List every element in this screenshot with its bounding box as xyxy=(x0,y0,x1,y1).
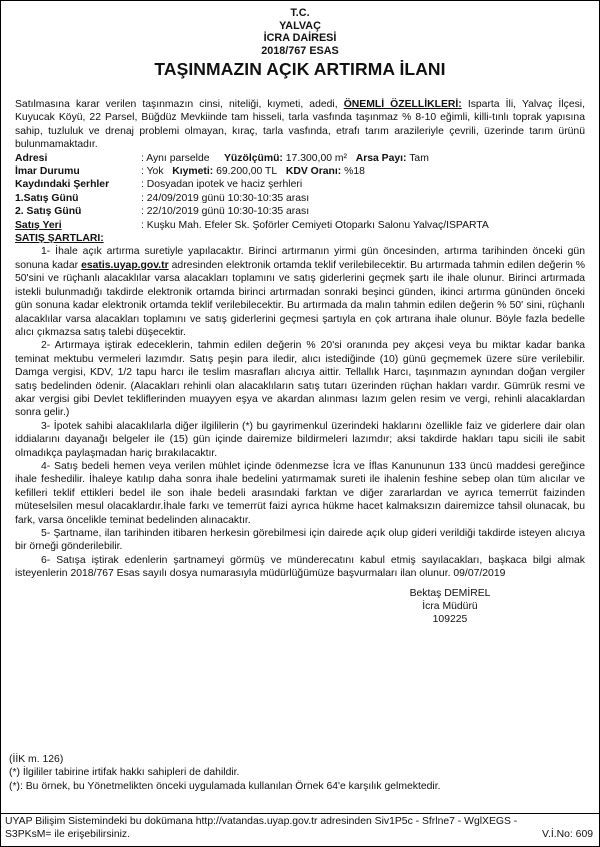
condition-2: 2- Artırmaya iştirak edeceklerin, tahmin edilen değerin % 20'si oranında pey akçesi veya bu miktar kadar banka teminat mektubu vermeleri lazımdır. Satış peşin para iledir, alıcı istediğinde (10) günü geçmemek üzere süre verilebilir. Damga vergisi, KDV, 1/2 tapu harcı ile teslim masrafları alıcıya aittir. Tellallık Harcı, taşınmazın aynından doğan vergiler satış bedelinden ödenir. (Alacakları rehinli olan alacaklıların satış tutarı üzerinden rüçhan hakları vardır. Gümrük resmi ve akar vergisi gibi Devlet tekliflerinden muayyen eşya ve akardan alınması lazım gelen resim ve vergi, rehinli alacaklardan sonra gelir.) xyxy=(15,340,585,419)
detail-label-imar: İmar Durumu xyxy=(15,166,80,178)
footer-text: UYAP Bilişim Sistemindeki bu dokümana http://vatandas.uyap.gov.tr adresinden Siv1P5c - Sfrlne7 - WglXEGS - S3PKsM= ile erişebilirsiniz. xyxy=(5,816,518,840)
detail-value-yer: : Kuşku Mah. Efeler Sk. Şoförler Cemiyeti Otoparkı Salonu Yalvaç/ISPARTA xyxy=(141,219,489,231)
signature-name: Bektaş DEMİREL xyxy=(409,587,491,599)
imar-value: : Yok xyxy=(141,166,164,178)
condition-1-text-b: adresinden elektronik ortamda teklif verilebilecektir. Bu artırmada tahmin edilen değerin % 50'sini ve rüçhanlı alacaklılar varsa alacakları toplamını ve satış giderlerini geçmek şartı ile ihale olunur. Birinci artırmada istekli bulunmadığı takdirde elektronik ortamda birinci artırmadan sonraki beşinci günden, ikinci artırma gününden önceki gün sonuna kadar elektronik ortamda teklif verilebilecektir. Bu artırmada da malın tahmin edilen değerin % 50' sini, rüçhanlı alacaklılar varsa alacakları toplamını ve satış giderlerini geçmesi şartıyla en çok artırana ihale olunur. Böyle fazla bedelle alıcı çıkmazsa satış talebi düşecektir. xyxy=(15,259,586,338)
detail-value-satis1: : 24/09/2019 günü 10:30-10:35 arası xyxy=(141,192,310,204)
footer xyxy=(5,815,595,841)
notice-title: TAŞINMAZIN AÇIK ARTIRMA İLANI xyxy=(154,59,446,80)
detail-row-yer xyxy=(15,219,585,232)
signature-number: 109225 xyxy=(432,614,468,626)
condition-3: 3- İpotek sahibi alacaklılarla diğer ilgililerin (*) bu gayrimenkul üzerindeki haklarını özellikle faiz ve giderlere dair olan iddialarını dayanağı belgeler ile (15) gün içinde dairemize bildirmeleri lazımdır; aksi takdirde hakları tapu sicili ile sabit olmadıkça paylaşmadan hariç bırakılacaktır. xyxy=(15,420,585,459)
arsa-payi-label: Arsa Payı: xyxy=(355,152,407,164)
conditions-heading: SATIŞ ŞARTLARI: xyxy=(15,233,104,245)
condition-1 xyxy=(15,245,585,339)
kdv-label: KDV Oranı: xyxy=(285,166,342,178)
detail-value-kaydi: : Dosyadan ipotek ve haciz şerhleri xyxy=(141,179,303,191)
detail-label-satis2: 2. Satış Günü xyxy=(15,206,82,218)
detail-label-yer: Satış Yeri xyxy=(15,219,62,231)
header-line-tc: T.C. xyxy=(290,7,310,19)
header-line-yalvac: YALVAÇ xyxy=(279,19,321,32)
detail-row-imar xyxy=(15,165,585,178)
detail-row-adres xyxy=(15,152,585,165)
detail-row-kaydi xyxy=(15,178,585,191)
note-2: (*): Bu örnek, bu Yönetmelikten önceki uygulamada kullanılan Örnek 64'e karşılık gelmektedir. xyxy=(9,780,441,792)
detail-label-kaydi: Kaydındaki Şerhler xyxy=(15,179,110,191)
notice-header xyxy=(1,7,599,57)
detail-row-satis1 xyxy=(15,192,585,205)
kiymeti-value: 69.200,00 TL xyxy=(213,166,278,178)
condition-4: 4- Satış bedeli hemen veya verilen mühlet içinde ödenmezse İcra ve İflas Kanununun 133 üncü maddesi gereğince ihale feshedilir. İhaleye katılıp daha sonra ihale bedelini yatırmamak sureti ile ihalenin feshine sebep olan tüm alıcılar ve kefilleri teklif ettikleri bedel ile son ihale bedeli arasındaki farktan ve diğer zararlardan ve ayrıca temerrüt faizinden müteselsilen mesul olacaklardır.İhale farkı ve temerrüt faizi ayrıca hükme hacet kalmaksızın dairemizce tahsil olunacak, bu fark, varsa öncelikle teminat bedelinden alınacaktır. xyxy=(15,460,585,526)
intro-text-a: Satılmasına karar verilen taşınmazın cinsi, niteliği, kıymeti, adedi, xyxy=(15,99,344,110)
condition-1-text-a: 1- İhale açık artırma suretiyle yapılacaktır. Birinci artırmanın yirmi gün öncesinden, artırma tarihinden önceki gün sonuna kadar xyxy=(15,246,585,271)
detail-value-imar xyxy=(141,165,585,178)
esatis-link[interactable]: esatis.uyap.gov.tr xyxy=(81,259,169,271)
signature-block xyxy=(375,587,525,627)
intro-emphasis: ÖNEMLİ ÖZELLİKLERİ: xyxy=(343,99,462,110)
condition-5: 5- Şartname, ilan tarihinden itibaren herkesin görebilmesi için dairede açık olup gideri verildiği takdirde isteyen alıcıya bir örneği gönderilebilir. xyxy=(15,528,585,553)
header-line-icra: İCRA DAİRESİ xyxy=(263,32,337,45)
detail-row-satis2 xyxy=(15,205,585,218)
adres-value: : Aynı parselde xyxy=(141,152,210,164)
yuzolcumu-label: Yüzölçümü: xyxy=(224,152,283,164)
note-1: (*) İlgililer tabirine irtifak hakkı sahipleri de dahildir. xyxy=(9,767,240,779)
intro-text-b: Isparta İli, Yalvaç İlçesi, Kuyucak Köyü, 22 Parsel, Büğdüz Mevkiinde tam hisseli, tarla vasfında taşınmaz % 8-10 eğimli, killi-tınlı toprak yapısına sahip, tuzluluk ve drenaj problemi olmayan, kıraç, tarla vasfında, etrafı tarım arazileriyle çevrili, üzerinde tarım ürünü bulunmamaktadır. xyxy=(15,99,585,151)
footer-vi-no: V.İ.No: 609 xyxy=(541,829,593,840)
arsa-payi-value: Tam xyxy=(406,152,429,164)
kdv-value: %18 xyxy=(341,166,365,178)
yuzolcumu-value: 17.300,00 m² xyxy=(282,152,348,164)
signature-role: İcra Müdürü xyxy=(422,601,478,613)
notes-block xyxy=(9,753,585,793)
kiymeti-label: Kıymeti: xyxy=(172,166,214,178)
intro-paragraph xyxy=(15,98,585,152)
detail-value-adres xyxy=(141,152,585,165)
header-line-esas: 2018/767 ESAS xyxy=(261,44,339,57)
detail-label-satis1: 1.Satış Günü xyxy=(15,192,79,204)
detail-label-adres: Adresi xyxy=(15,152,48,164)
detail-value-satis2: : 22/10/2019 günü 10:30-10:35 arası xyxy=(141,206,310,218)
footer-divider xyxy=(1,813,599,814)
notice-body xyxy=(15,98,585,627)
law-reference: (İİK m. 126) xyxy=(9,754,64,765)
condition-6: 6- Satışa iştirak edenlerin şartnameyi görmüş ve münderecatını kabul etmiş sayılacakları, başkaca bilgi almak isteyenlerin 2018/767 Esas sayılı dosya numarasıyla müdürlüğümüze başvurmaları ilan olunur. 09/07/2019 xyxy=(15,554,585,580)
